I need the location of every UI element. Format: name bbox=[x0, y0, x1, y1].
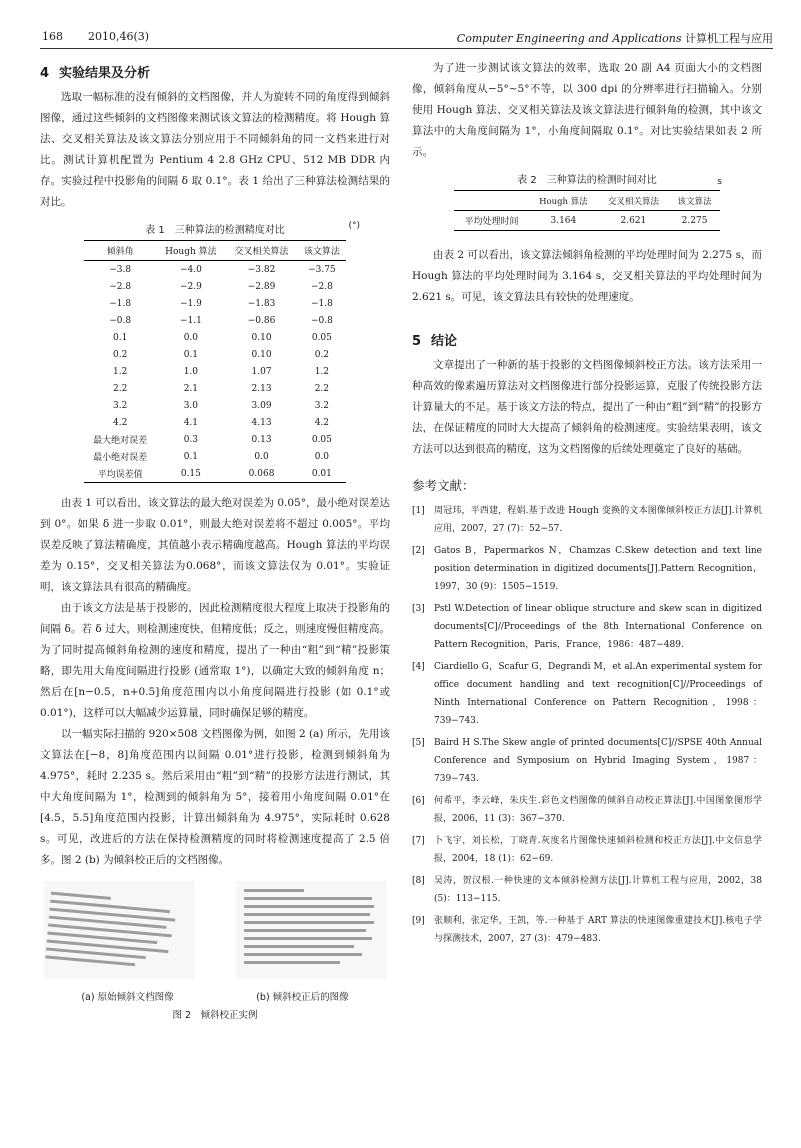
table-cell: 4.13 bbox=[251, 417, 272, 428]
table-1-caption bbox=[40, 221, 390, 236]
table-unit: (°) bbox=[348, 221, 360, 231]
table-cell: 0.01 bbox=[298, 465, 346, 483]
table-cell: 2.1 bbox=[183, 383, 199, 394]
skewed-document-image bbox=[44, 881, 194, 979]
table-row bbox=[84, 431, 346, 448]
table-cell: 3.2 bbox=[113, 400, 128, 411]
table-cell: 0.10 bbox=[251, 332, 272, 343]
table-caption-text: 表 2 三种算法的检测时间对比 bbox=[517, 175, 657, 186]
reference-item bbox=[412, 912, 762, 948]
figure-caption: 图 2 倾斜校正实例 bbox=[172, 1010, 258, 1021]
figure-subcaption-b: (b) 倾斜校正后的图像 bbox=[256, 992, 349, 1003]
reference-number: [1] bbox=[412, 506, 425, 516]
reference-item bbox=[412, 502, 762, 538]
table-cell: 4.1 bbox=[183, 417, 199, 428]
reference-text: 何希平，李云峰，朱庆生.彩色文档图像的倾斜自动校正算法[J].中国图象图形学报，2006，11 (3)：367−370. bbox=[434, 796, 762, 824]
table-cell: 3.2 bbox=[314, 400, 330, 411]
reference-text: Ciardiello G，Scafur G，Degrandi M，et al.An experimental system for office document handling and text recognition[C]//Proceedings of Ninth International Conference on Pattern Recognition，1998：739−743. bbox=[434, 662, 762, 726]
table-header-cell: 该文算法 bbox=[298, 241, 346, 261]
table-row bbox=[84, 261, 346, 279]
table-cell: −3.75 bbox=[308, 264, 336, 275]
table-header-cell: Hough 算法 bbox=[529, 191, 598, 211]
table-cell: −1.83 bbox=[247, 298, 276, 309]
table-cell: 4.2 bbox=[314, 417, 330, 428]
journal-title bbox=[457, 30, 773, 46]
references-heading: 参考文献： bbox=[412, 478, 475, 493]
reference-text: 吴涛，贺汉根.一种快速的文本倾斜检测方法[J].计算机工程与应用，2002，38 (5)：113−115. bbox=[434, 876, 762, 904]
table-cell: 平均误差值 bbox=[84, 465, 156, 483]
table-cell: 4.2 bbox=[113, 417, 128, 428]
paragraph: 文章提出了一种新的基于投影的文档图像倾斜校正方法。该方法采用一种高效的像素遍历算法对文档图像进行部分投影运算，克服了传统投影方法计算量大的不足。基于该文方法的特点，提出了一种由“粗”到“精”的投影方法，在保证精度的同时大大提高了倾斜角的检测速度。实验结果表明，该文方法可以达到很高的精度，这为文档图像的后续处理奠定了良好的基础。 bbox=[412, 359, 762, 455]
table-cell: 1.0 bbox=[183, 366, 199, 377]
table-cell: −2.89 bbox=[247, 281, 276, 292]
reference-item bbox=[412, 872, 762, 908]
figure-2 bbox=[40, 881, 390, 979]
section-5-heading bbox=[412, 330, 762, 349]
reference-number: [4] bbox=[412, 662, 425, 672]
table-cell: 3.09 bbox=[251, 400, 272, 411]
section-4-heading bbox=[40, 62, 390, 81]
reference-text: Baird H S.The Skew angle of printed documents[C]//SPSE 40th Annual Conference and Symposium on Hybrid Imaging System，1987：739−743. bbox=[434, 738, 762, 784]
reference-item bbox=[412, 658, 762, 730]
paragraph: 以一幅实际扫描的 920×508 文档图像为例，如图 2 (a) 所示，先用该文算法在[−8，8]角度范围内以间隔 0.01°进行投影，检测到倾斜角为 4.975°，耗时 2.235 s。然后采用由“粗”到“精”的投影方法进行测试，其中大角度间隔为 1°，检测到的倾斜角为 5°，接着用小角度间隔 0.01°在[4.5，5.5]角度范围内投影，计算出倾斜角为 4.975°，实际耗时 0.628 s。可见，改进后的方法在保持检测精度的同时将检测速度提高了 2.5 倍多。图 2 (b) 为倾斜校正后的文档图像。 bbox=[40, 728, 390, 866]
reference-item bbox=[412, 542, 762, 596]
table-cell: −2.8 bbox=[109, 281, 132, 292]
section-title: 结论 bbox=[431, 334, 458, 349]
running-header bbox=[40, 26, 773, 49]
table-cell: −1.8 bbox=[109, 298, 132, 309]
references-list bbox=[412, 502, 762, 948]
left-column bbox=[40, 58, 390, 1021]
table-cell: 0.1 bbox=[183, 349, 199, 360]
table-cell: 0.2 bbox=[113, 349, 128, 360]
table-row bbox=[84, 397, 346, 414]
table-cell: −2.9 bbox=[179, 281, 202, 292]
table-cell: −1.8 bbox=[310, 298, 333, 309]
table-cell: 2.275 bbox=[669, 211, 720, 231]
page-number: 168 bbox=[42, 30, 63, 43]
table-cell: 2.13 bbox=[251, 383, 272, 394]
reference-number: [7] bbox=[412, 836, 425, 846]
table-2-caption bbox=[412, 171, 762, 186]
table-header-cell: 交叉相关算法 bbox=[598, 191, 669, 211]
reference-text: Pstl W.Detection of linear oblique structure and skew scan in digitized documents[C]//Proceedings of the 8th International Conference on Pattern Recognition，Paris，France，1986：487−489. bbox=[434, 604, 762, 650]
table-header-cell: 倾斜角 bbox=[84, 241, 156, 261]
table-cell: 0.1 bbox=[183, 451, 199, 462]
reference-number: [2] bbox=[412, 546, 425, 556]
table-cell: 1.2 bbox=[314, 366, 330, 377]
table-cell: 0.13 bbox=[251, 434, 272, 445]
table-unit: s bbox=[717, 177, 722, 187]
volume-issue: 2010,46(3) bbox=[88, 30, 150, 43]
table-row bbox=[84, 465, 346, 483]
paragraph: 由表 1 可以看出，该文算法的最大绝对误差为 0.05°，最小绝对误差达到 0°。如果 δ 进一步取 0.01°，则最大绝对误差将不超过 0.005°。平均误差反映了算法精确度，其值越小表示精确度越高。Hough 算法的平均误差为 0.15°，交叉相关算法为0.068°，而该文算法仅为 0.01°。实验证明，该文算法具有很高的精确度。 bbox=[40, 497, 390, 593]
table-row bbox=[84, 363, 346, 380]
table-row bbox=[84, 448, 346, 465]
table-cell: 0.05 bbox=[311, 332, 332, 343]
paragraph: 由于该文方法是基于投影的，因此检测精度很大程度上取决于投影角的间隔 δ。若 δ 过大，则检测速度快，但精度低；反之，则速度慢但精度高。为了同时提高倾斜角检测的速度和精度，提出了一种由“粗”到“精”投影策略，即先用大角度间隔进行投影 (通常取 1°)，以确定大致的倾斜角度 n；然后在[n−0.5，n+0.5]角度范围内以小角度间隔进行投影 (如 0.1°或 0.01°)，这样可以大幅减少运算量，同时确保足够的精度。 bbox=[40, 602, 390, 719]
table-header-cell bbox=[454, 191, 529, 211]
table-cell: 1.07 bbox=[251, 366, 272, 377]
table-row bbox=[84, 346, 346, 363]
reference-text: 张顺利，张定华，王凯，等.一种基于 ART 算法的快速图像重建技术[J].核电子学与探测技术，2007，27 (3)：479−483. bbox=[434, 916, 762, 944]
table-caption-text: 表 1 三种算法的检测精度对比 bbox=[145, 225, 285, 236]
table-cell: 2.2 bbox=[113, 383, 128, 394]
table-cell: 最大绝对误差 bbox=[93, 436, 148, 446]
section-number: 5 bbox=[412, 334, 422, 349]
table-cell: 0.05 bbox=[311, 434, 332, 445]
reference-number: [3] bbox=[412, 604, 425, 614]
reference-item bbox=[412, 734, 762, 788]
table-cell: −4.0 bbox=[179, 264, 202, 275]
table-cell: −0.86 bbox=[247, 315, 276, 326]
figure-subcaption-a: (a) 原始倾斜文档图像 bbox=[81, 992, 174, 1003]
reference-number: [9] bbox=[412, 916, 425, 926]
table-header-cell: 该文算法 bbox=[669, 191, 720, 211]
journal-title-cn: 计算机工程与应用 bbox=[685, 32, 773, 45]
table-cell: 0.0 bbox=[254, 451, 269, 462]
table-cell: −1.1 bbox=[179, 315, 202, 326]
table-cell: 1.2 bbox=[113, 366, 128, 377]
table-row bbox=[84, 278, 346, 295]
right-column bbox=[412, 58, 762, 952]
table-row bbox=[84, 380, 346, 397]
table-cell: 0.0 bbox=[314, 451, 330, 462]
reference-number: [6] bbox=[412, 796, 425, 806]
table-cell: 2.621 bbox=[598, 211, 669, 231]
table-cell: 0.1 bbox=[113, 332, 128, 343]
reference-text: 卜飞宇，刘长松，丁晓青.灰度名片图像快速倾斜检测和校正方法[J].中文信息学报，2004，18 (1)：62−69. bbox=[434, 836, 762, 864]
reference-text: Gatos B，Papermarkos N，Chamzas C.Skew detection and text line position determination in digitized documents[J].Pattern Recognition，1997，30 (9)：1505−1519. bbox=[434, 546, 762, 592]
paragraph: 为了进一步测试该文算法的效率，选取 20 副 A4 页面大小的文档图像，倾斜角度从−5°~5°不等，以 300 dpi 的分辨率进行扫描输入。分别使用 Hough 算法、交叉相关算法及该文算法进行倾斜角的检测，其中该文算法中的大角度间隔为 1°，小角度间隔取 0.1°。对比实验结果如表 2 所示。 bbox=[412, 62, 762, 158]
table-cell: −0.8 bbox=[310, 315, 333, 326]
table-row bbox=[84, 414, 346, 431]
table-cell: 2.2 bbox=[314, 383, 330, 394]
table-row bbox=[84, 295, 346, 312]
table-1 bbox=[84, 240, 346, 483]
table-header-cell: 交叉相关算法 bbox=[225, 241, 297, 261]
table-cell: 0.3 bbox=[183, 434, 199, 445]
table-cell: 0.0 bbox=[183, 332, 199, 343]
table-cell: 0.2 bbox=[314, 349, 330, 360]
table-cell: 3.164 bbox=[529, 211, 598, 231]
paragraph: 选取一幅标准的没有倾斜的文档图像，并人为旋转不同的角度得到倾斜图像，通过这些倾斜的文档图像来测试该文算法的检测精度。将 Hough 算法、交叉相关算法及该文算法分别应用于不同倾斜角的同一文档来进行对比。测试计算机配置为 Pentium 4 2.8 GHz CPU、512 MB DDR 内存。实验过程中投影角的间隔 δ 取 0.1°。表 1 给出了三种算法检测结果的对比。 bbox=[40, 91, 390, 208]
table-cell: −3.82 bbox=[247, 264, 276, 275]
corrected-document-image bbox=[236, 881, 386, 979]
section-number: 4 bbox=[40, 66, 50, 81]
table-cell: −3.8 bbox=[109, 264, 132, 275]
table-cell: −0.8 bbox=[109, 315, 132, 326]
table-row bbox=[84, 312, 346, 329]
table-cell: 3.0 bbox=[183, 400, 199, 411]
table-cell: −2.8 bbox=[310, 281, 333, 292]
table-cell: 0.068 bbox=[225, 465, 297, 483]
reference-item bbox=[412, 792, 762, 828]
reference-number: [5] bbox=[412, 738, 425, 748]
table-header-cell: Hough 算法 bbox=[156, 241, 225, 261]
table-cell: 0.15 bbox=[156, 465, 225, 483]
table-cell: −1.9 bbox=[179, 298, 202, 309]
reference-number: [8] bbox=[412, 876, 425, 886]
table-row bbox=[84, 329, 346, 346]
section-title: 实验结果及分析 bbox=[59, 66, 151, 81]
table-2 bbox=[454, 190, 720, 231]
reference-text: 周冠玮，平西建，程娟.基于改进 Hough 变换的文本图像倾斜校正方法[J].计算机应用，2007，27 (7)：52−57. bbox=[434, 506, 762, 534]
reference-item bbox=[412, 600, 762, 654]
reference-item bbox=[412, 832, 762, 868]
paragraph: 由表 2 可以看出，该文算法倾斜角检测的平均处理时间为 2.275 s，而 Hough 算法的平均处理时间为 3.164 s，交叉相关算法的平均处理时间为 2.621 s。可见，该文算法具有较快的处理速度。 bbox=[412, 249, 762, 303]
table-cell: 0.10 bbox=[251, 349, 272, 360]
journal-title-en: Computer Engineering and Applications bbox=[456, 32, 682, 45]
table-cell: 平均处理时间 bbox=[454, 211, 529, 231]
table-cell: 最小绝对误差 bbox=[93, 453, 148, 463]
